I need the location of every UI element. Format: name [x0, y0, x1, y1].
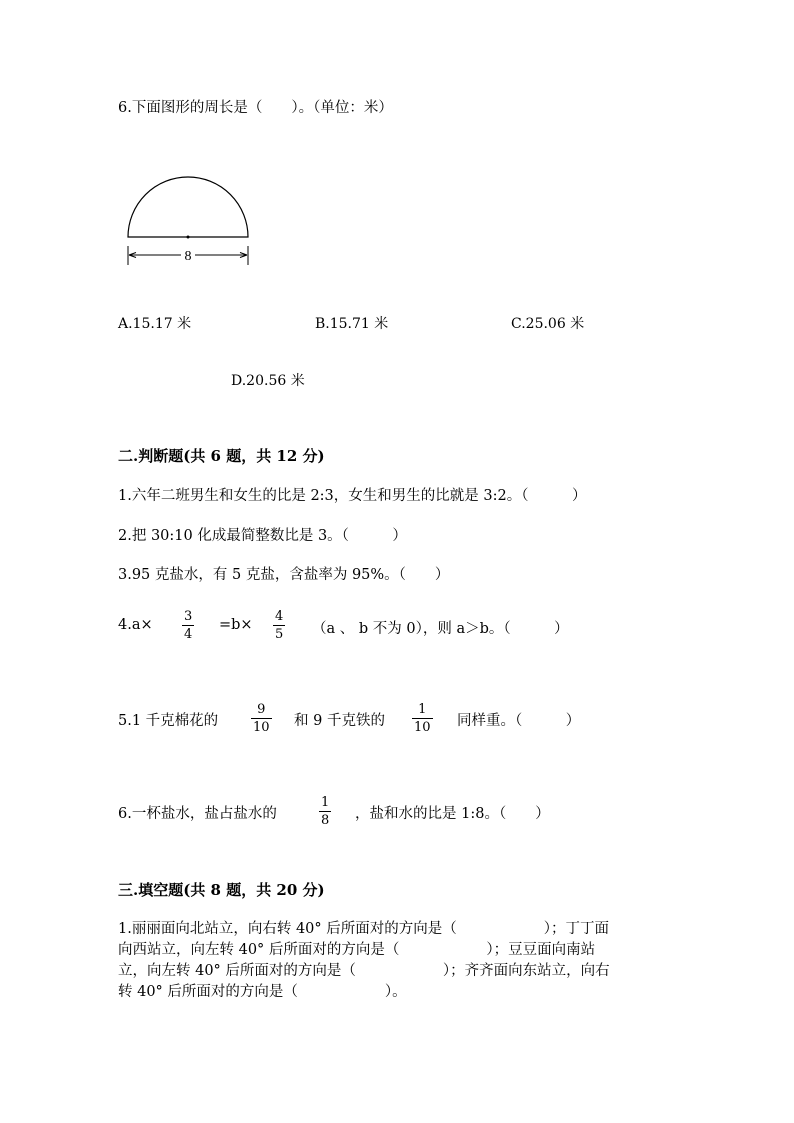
section-3-title: 三.填空题(共 8 题，共 20 分) — [118, 881, 325, 899]
fraction-denominator: 4 — [184, 627, 193, 642]
tf-question-5-part2: 和 9 千克铁的 — [294, 713, 385, 729]
semicircle-figure — [118, 168, 263, 273]
tf-question-3: 3.95 克盐水，有 5 克盐，含盐率为 95%。（ ） — [118, 567, 450, 583]
fraction-1-10 — [412, 703, 433, 734]
fraction-denominator: 8 — [321, 813, 330, 828]
fraction-9-10 — [251, 703, 272, 734]
tf-question-2: 2.把 30:10 化成最简整数比是 3。（ ） — [118, 528, 407, 544]
tf-question-4-part2: =b× — [219, 617, 253, 633]
dimension-label: 8 — [184, 249, 192, 264]
fraction-numerator: 3 — [184, 609, 193, 624]
fraction-bar — [319, 811, 331, 812]
fill-question-1-line-4: 转 40° 后所面对的方向是（ ）。 — [118, 984, 407, 1000]
tf-question-6-part2: ，盐和水的比是 1:8。（ ） — [355, 806, 550, 822]
center-point — [187, 236, 190, 239]
fraction-denominator: 10 — [253, 720, 270, 735]
fraction-numerator: 1 — [321, 795, 330, 810]
fill-question-1 — [118, 919, 610, 1003]
tf-question-6-part1: 6.一杯盐水，盐占盐水的 — [118, 806, 277, 822]
option-b[interactable]: B.15.71 米 — [315, 316, 389, 332]
option-d[interactable]: D.20.56 米 — [231, 373, 305, 389]
fraction-bar — [251, 718, 272, 719]
tf-question-5-part3: 同样重。（ ） — [457, 713, 581, 729]
fill-question-1-line-1: 1.丽丽面向北站立，向右转 40° 后所面对的方向是（ ）；丁丁面 — [118, 921, 610, 937]
fraction-1-8 — [319, 796, 331, 827]
fraction-bar — [273, 625, 285, 626]
fraction-numerator: 9 — [257, 702, 266, 717]
fraction-bar — [412, 718, 433, 719]
fraction-denominator: 5 — [275, 627, 284, 642]
tf-question-4-part1: 4.a× — [118, 617, 153, 633]
tf-question-5-part1: 5.1 千克棉花的 — [118, 713, 219, 729]
tf-question-1: 1.六年二班男生和女生的比是 2:3，女生和男生的比就是 3:2。（ ） — [118, 488, 587, 504]
option-c[interactable]: C.25.06 米 — [511, 316, 585, 332]
fill-question-1-line-2: 向西站立，向左转 40° 后所面对的方向是（ ）；豆豆面向南站 — [118, 942, 596, 958]
fraction-numerator: 4 — [275, 609, 284, 624]
question-6-text: 6.下面图形的周长是（ ）。（单位：米） — [118, 100, 393, 116]
tf-question-4-part3: （a 、 b 不为 0），则 a＞b。（ ） — [312, 621, 569, 637]
semicircle-shape — [128, 177, 248, 237]
fraction-denominator: 10 — [414, 720, 431, 735]
fraction-3-4 — [182, 610, 194, 641]
section-2-title: 二.判断题(共 6 题，共 12 分) — [118, 447, 325, 465]
fraction-bar — [182, 625, 194, 626]
fraction-numerator: 1 — [418, 702, 427, 717]
fill-question-1-line-3: 立，向左转 40° 后所面对的方向是（ ）；齐齐面向东站立，向右 — [118, 963, 610, 979]
option-a[interactable]: A.15.17 米 — [118, 316, 192, 332]
fraction-4-5 — [273, 610, 285, 641]
